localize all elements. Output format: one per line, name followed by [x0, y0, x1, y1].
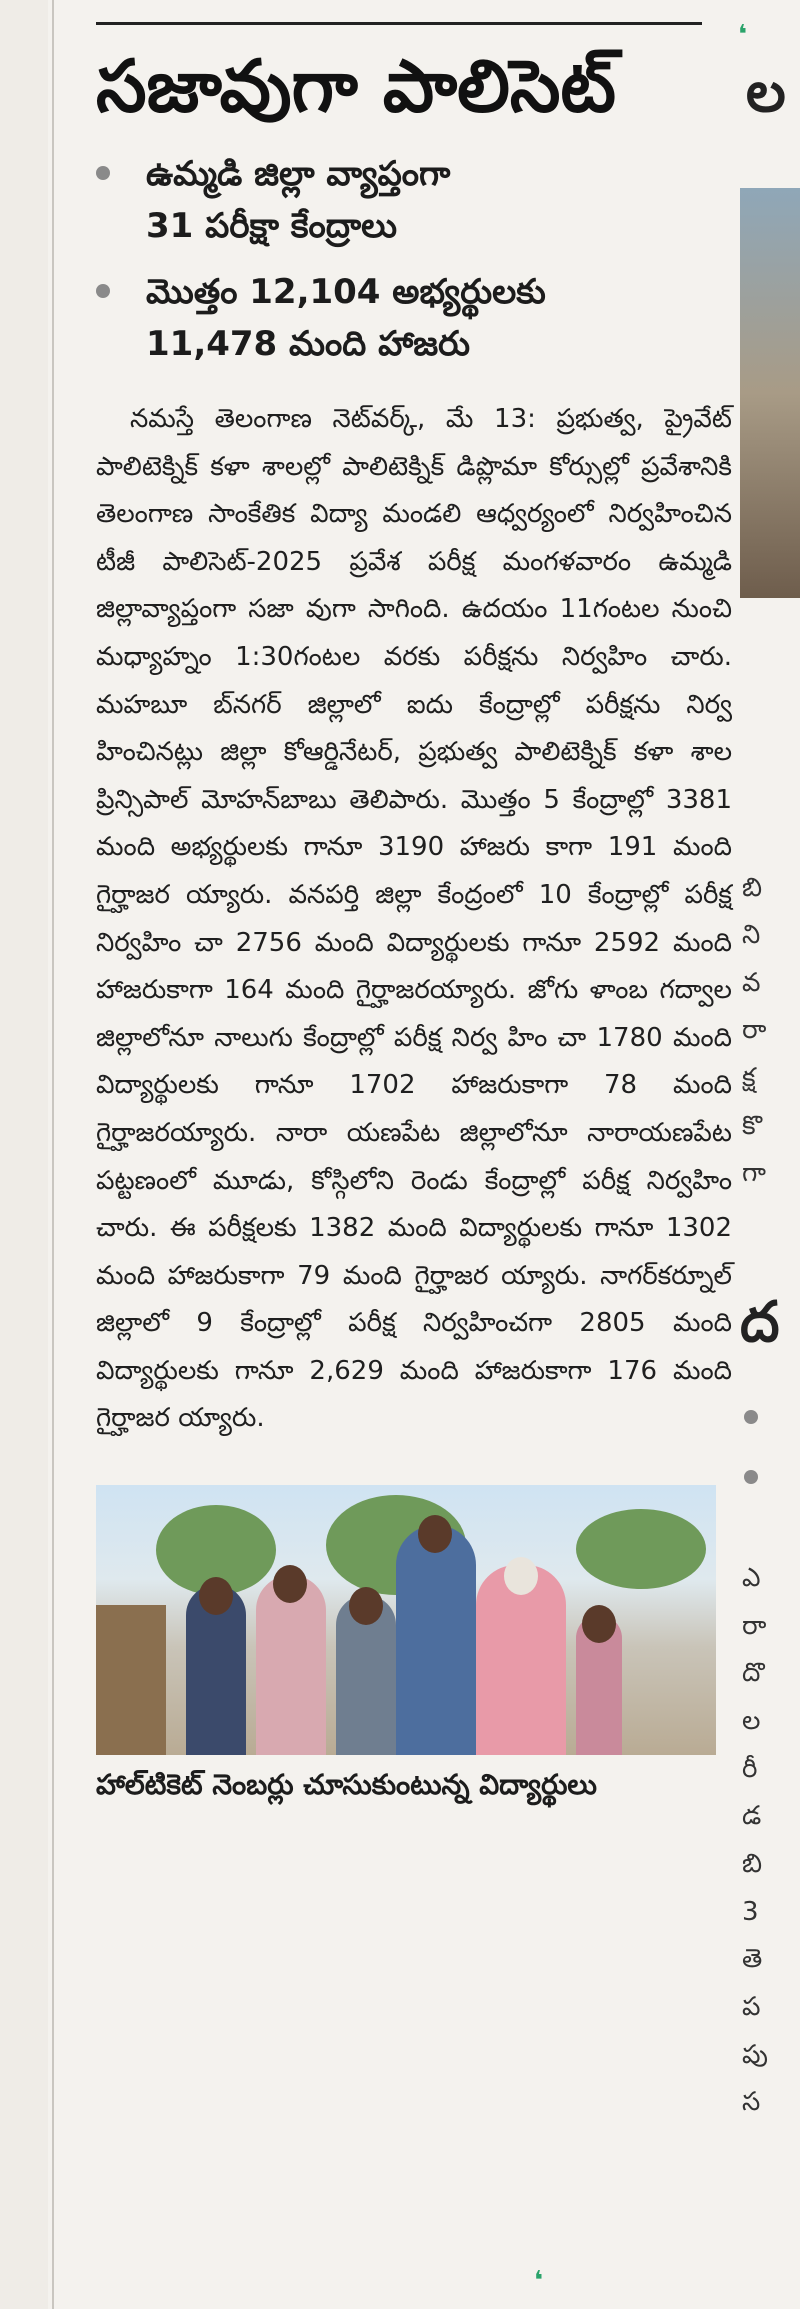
adjacent-text: దొ	[742, 1658, 765, 1688]
highlight-item	[96, 266, 732, 370]
publication-logo-icon: ❛	[534, 2266, 544, 2296]
column-divider	[52, 0, 54, 2309]
adjacent-photo	[740, 188, 800, 598]
adjacent-text: 3	[742, 1897, 759, 1927]
adjacent-text: రీ	[742, 1754, 758, 1784]
adjacent-text: డ	[742, 1801, 762, 1831]
adjacent-text: పు	[742, 2040, 768, 2070]
bullet-icon	[744, 1470, 758, 1484]
bullet-icon	[744, 1410, 758, 1424]
adjacent-text: ల	[742, 1706, 761, 1736]
bullet-icon	[96, 166, 110, 180]
photo-caption: హాల్‌టికెట్ నెంబర్లు చూసుకుంటున్న విద్యార్థులు	[96, 1768, 597, 1802]
adjacent-text: క్ష	[742, 1063, 756, 1093]
adjacent-text: కొ	[742, 1111, 763, 1141]
adjacent-text: బి	[742, 873, 763, 903]
publication-logo-icon: ❛	[738, 20, 748, 50]
article-body: నమస్తే తెలంగాణ నెట్‌వర్క్, మే 13: ప్రభుత్వ, ప్రైవేట్ పాలిటెక్నిక్ కళా శాలల్లో పాలిటెక్నిక్ డిప్లొమా కోర్సుల్లో ప్రవేశానికి తెలంగాణ సాంకేతిక విద్యా మండలి ఆధ్వర్యంలో నిర్వహించిన టీజీ పాలిసెట్-2025 ప్రవేశ పరీక్ష మంగళవారం ఉమ్మడి జిల్లావ్యాప్తంగా సజా వుగా సాగింది. ఉదయం 11గంటల నుంచి మధ్యాహ్నం 1:30గంటల వరకు పరీక్షను నిర్వహిం చారు. మహబూ బ్‌నగర్ జిల్లాలో ఐదు కేంద్రాల్లో పరీక్షను నిర్వ హించినట్లు జిల్లా కోఆర్డినేటర్, ప్రభుత్వ పాలిటెక్నిక్ కళా శాల ప్రిన్సిపాల్ మోహన్‌బాబు తెలిపారు. మొత్తం 5 కేంద్రాల్లో 3381 మంది అభ్యర్థులకు గానూ 3190 హాజరు కాగా 191 మంది గైర్హాజర య్యారు. వనపర్తి జిల్లా కేంద్రంలో 10 కేంద్రాల్లో పరీక్ష నిర్వహిం చా 2756 మంది విద్యార్థులకు గానూ 2592 మంది హాజరుకాగా 164 మంది గైర్హాజరయ్యారు. జోగు ళాంబ గద్వాల జిల్లాలోనూ నాలుగు కేంద్రాల్లో పరీక్ష నిర్వ హిం చా 1780 మంది విద్యార్థులకు గానూ 1702 హాజరుకాగా 78 మంది గైర్హాజరయ్యారు. నారా యణపేట జిల్లాలోనూ నారాయణపేట పట్టణంలో మూడు, కోస్గిలోని రెండు కేంద్రాల్లో పరీక్ష నిర్వహిం చారు. ఈ పరీక్షలకు 1382 మంది విద్యార్థులకు గానూ 1302 మంది హాజరుకాగా 79 మంది గైర్హాజర య్యారు. నాగర్‌కర్నూల్ జిల్లాలో 9 కేంద్రాల్లో పరీక్ష నిర్వహించగా 2805 మంది విద్యార్థులకు గానూ 2,629 మంది హాజరుకాగా 176 మంది గైర్హాజర య్యారు.	[96, 404, 732, 1434]
adjacent-text: బి	[742, 1849, 763, 1879]
top-rule	[96, 22, 702, 25]
adjacent-text: ఎ	[742, 1563, 761, 1593]
adjacent-text: వ	[742, 968, 761, 998]
adjacent-text: గా	[742, 1158, 766, 1188]
adjacent-text: రా	[742, 1015, 767, 1045]
left-margin	[0, 0, 48, 2309]
adjacent-text: ని	[742, 920, 761, 950]
adjacent-text: ప	[742, 1992, 761, 2022]
bullet-icon	[96, 284, 110, 298]
highlight-line: 31 పరీక్షా కేంద్రాలు	[146, 206, 398, 246]
adjacent-text: రా	[742, 1611, 767, 1641]
highlight-line: మొత్తం 12,104 అభ్యర్థులకు	[146, 272, 546, 312]
adjacent-headline-fragment: ల	[746, 60, 786, 125]
news-photo	[96, 1485, 716, 1755]
highlight-item	[96, 148, 732, 252]
highlight-line: ఉమ్మడి జిల్లా వ్యాప్తంగా	[146, 154, 451, 194]
highlights-list	[96, 148, 732, 370]
article-headline: సజావుగా పాలిసెట్	[96, 44, 616, 128]
adjacent-text: స	[742, 2087, 761, 2117]
adjacent-article-edge	[740, 60, 800, 2309]
article	[96, 38, 732, 1805]
adjacent-subhead-fragment: ద	[740, 1290, 780, 1355]
adjacent-text: తె	[742, 1944, 763, 1974]
highlight-line: 11,478 మంది హాజరు	[146, 324, 470, 364]
